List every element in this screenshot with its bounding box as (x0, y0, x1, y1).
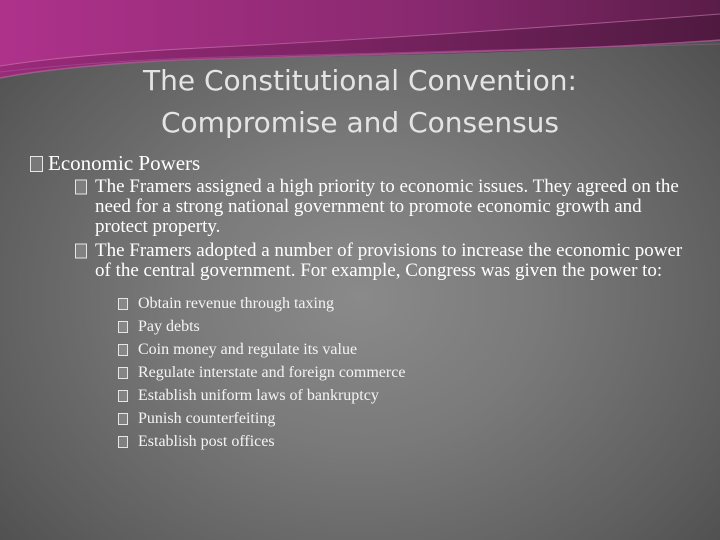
heading-item (30, 150, 695, 177)
list-item (118, 292, 695, 315)
slide-title (60, 60, 660, 144)
square-bullet-icon (118, 436, 128, 448)
list-item-text: Establish uniform laws of bankruptcy (138, 387, 379, 404)
list-item-text: Establish post offices (138, 433, 275, 450)
square-bullet-icon (75, 244, 87, 259)
square-bullet-icon (118, 321, 128, 333)
list-item-text: Obtain revenue through taxing (138, 295, 334, 312)
square-bullet-icon (118, 298, 128, 310)
paragraph-text: The Framers assigned a high priority to economic issues. They agreed on the need for a strong national government to promote economic growth and protect property. (95, 176, 679, 237)
list-item-text: Punish counterfeiting (138, 410, 276, 427)
heading-text: Economic Powers (48, 151, 201, 175)
list-item (118, 384, 695, 407)
title-line-1: The Constitutional Convention: (143, 64, 577, 97)
square-bullet-icon (118, 413, 128, 425)
list-item (118, 430, 695, 453)
paragraph-item (75, 177, 695, 237)
paragraph-item (75, 241, 695, 281)
square-bullet-icon (118, 367, 128, 379)
list-item-text: Coin money and regulate its value (138, 341, 358, 358)
powers-list (30, 292, 695, 453)
slide-body (30, 150, 695, 453)
square-bullet-icon (75, 180, 87, 195)
list-item (118, 338, 695, 361)
title-line-2: Compromise and Consensus (160, 106, 559, 139)
list-item (118, 315, 695, 338)
list-item-text: Regulate interstate and foreign commerce (138, 364, 406, 381)
square-bullet-icon (118, 344, 128, 356)
paragraph-text: The Framers adopted a number of provisions to increase the economic power of the central government. For example, Congress was given the power to: (95, 240, 683, 281)
list-item-text: Pay debts (138, 318, 200, 335)
list-item (118, 407, 695, 430)
square-bullet-icon (30, 156, 43, 172)
square-bullet-icon (118, 390, 128, 402)
list-item (118, 361, 695, 384)
